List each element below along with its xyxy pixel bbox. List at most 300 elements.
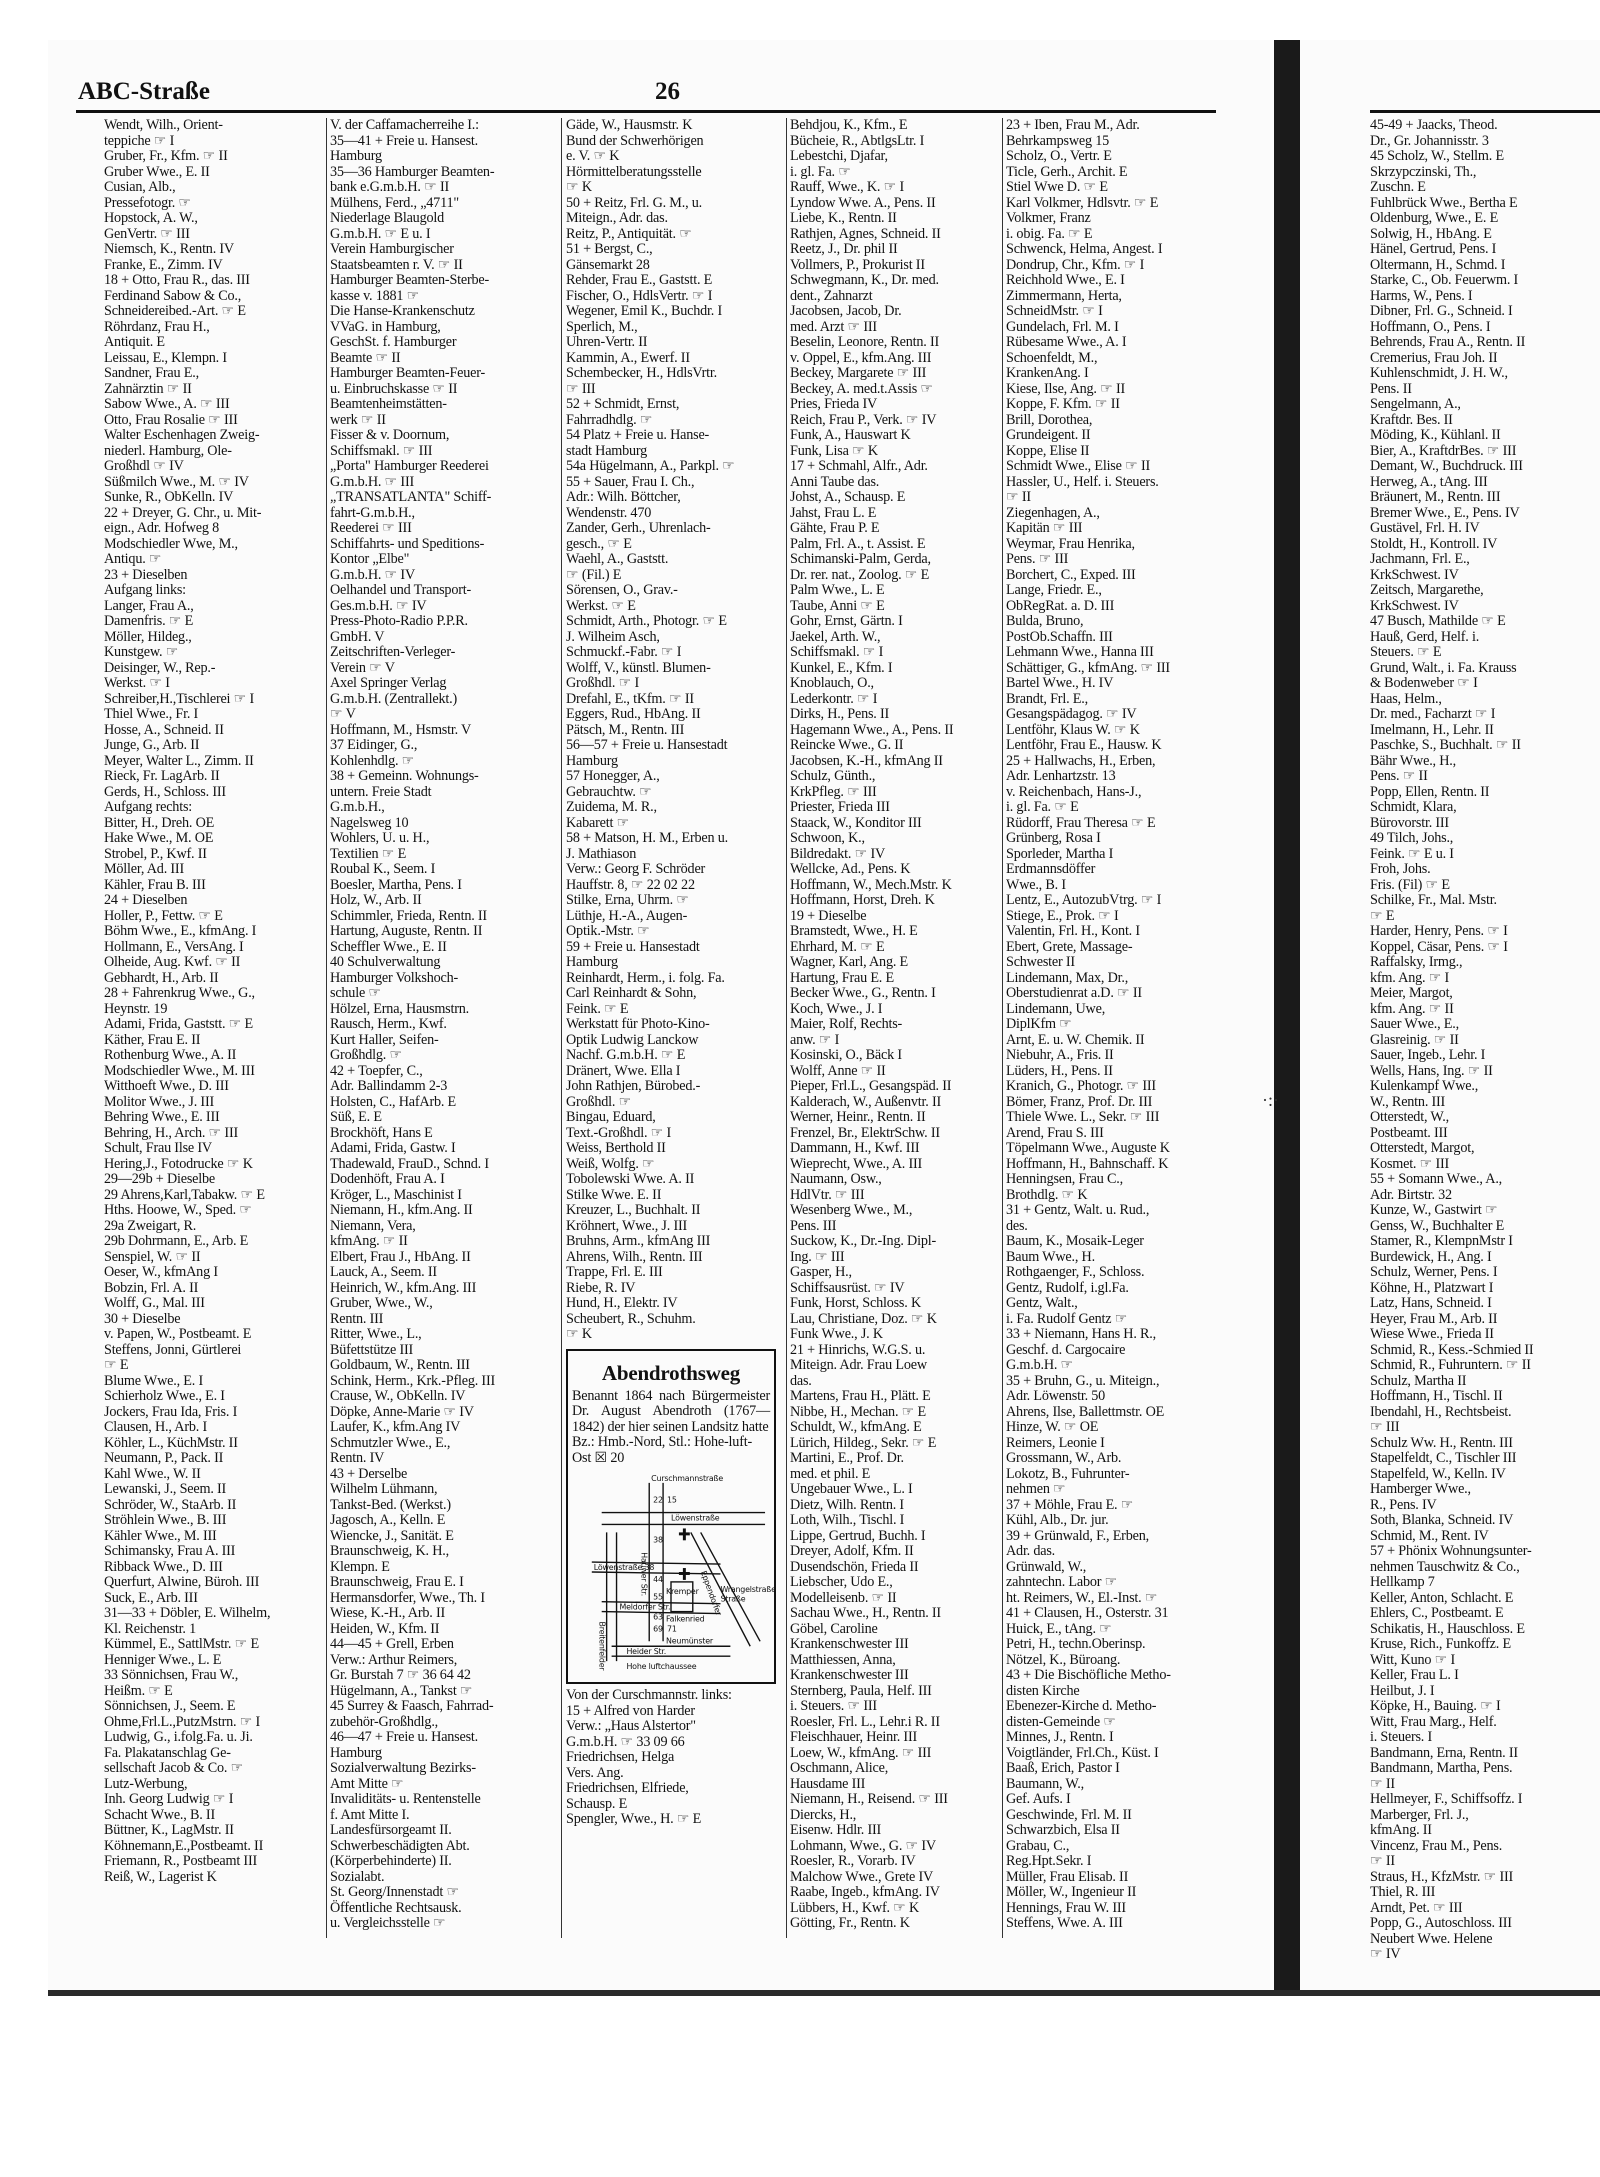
directory-entry: v. Oppel, E., kfm.Ang. III <box>790 349 932 366</box>
directory-entry: Rauff, Wwe., K. ☞ I <box>790 179 904 195</box>
directory-entry: G.m.b.H. ☞ IV <box>330 566 415 583</box>
directory-entry: G.m.b.H. ☞ <box>1006 1357 1074 1373</box>
directory-entry: Gustävel, Frl. H. IV <box>1370 520 1480 536</box>
directory-entry: KrkSchwest. IV <box>1370 597 1459 614</box>
directory-entry: Riebe, R. IV <box>566 1279 636 1296</box>
directory-entry: Optik.-Mstr. ☞ <box>566 923 650 939</box>
directory-entry: Schwoon, K., <box>790 830 865 846</box>
directory-entry: Thiele Wwe. L., Sekr. ☞ III <box>1006 1109 1160 1125</box>
directory-entry: Lentföhr, Frau E., Hausw. K <box>1006 737 1162 753</box>
directory-entry: Hauffstr. 8, ☞ 22 02 22 <box>566 876 695 893</box>
directory-entry: Schwegmann, K., Dr. med. <box>790 272 939 288</box>
directory-entry: 45 Surrey & Faasch, Fahrrad- <box>330 1698 494 1714</box>
directory-entry: Bürovorstr. III <box>1370 814 1449 831</box>
directory-entry: KrankenAng. I <box>1006 365 1089 381</box>
directory-entry: Querfurt, Alwine, Büroh. III <box>104 1574 260 1590</box>
directory-entry: Schiffsmakl. ☞ III <box>330 442 433 459</box>
directory-entry: Klempn. E <box>330 1558 390 1575</box>
directory-entry: Bund der Schwerhörigen <box>566 132 704 149</box>
directory-entry: 55 + Sauer, Frau I. Ch., <box>566 473 695 490</box>
directory-entry: ☞ E <box>1370 907 1395 924</box>
directory-entry: Wolff, Anne ☞ II <box>790 1062 886 1079</box>
directory-entry: Deisinger, W., Rep.- <box>104 659 216 676</box>
directory-entry: Adr. Ballindamm 2-3 <box>330 1078 448 1094</box>
directory-entry: Nachf. G.m.b.H. ☞ E <box>566 1047 686 1063</box>
directory-entry: Hamburg <box>566 752 618 769</box>
directory-entry: Öffentliche Rechtsausk. <box>330 1899 462 1916</box>
directory-entry: Adr. Lenhartzstr. 13 <box>1006 768 1116 784</box>
directory-entry: Fisser & v. Doornum, <box>330 427 450 443</box>
directory-entry: stadt Hamburg <box>566 442 648 459</box>
directory-entry: Röhrdanz, Frau H., <box>104 318 210 335</box>
directory-entry: Grabau, C., <box>1006 1837 1070 1854</box>
directory-entry: Hoffmann, O., Pens. I <box>1370 318 1491 335</box>
directory-entry: Werkst. ☞ E <box>566 597 636 614</box>
directory-entry: Bier, A., KraftdrBes. ☞ III <box>1370 442 1517 459</box>
map-number: 71 <box>667 1624 677 1634</box>
directory-entry: Dr., Gr. Johannisstr. 3 <box>1370 132 1489 149</box>
directory-entry: Gohr, Ernst, Gärtn. I <box>790 613 903 629</box>
directory-entry: bank e.G.m.b.H. ☞ II <box>330 179 450 195</box>
directory-entry: u. Einbruchskasse ☞ II <box>330 380 458 397</box>
directory-entry: Popp, G., Autoschloss. III <box>1370 1915 1512 1931</box>
directory-entry: Lindemann, Uwe, <box>1006 1000 1106 1017</box>
directory-entry: Oelhandel und Transport- <box>330 582 472 598</box>
directory-entry: Becker Wwe., G., Rentn. I <box>790 985 936 1001</box>
directory-entry: Zander, Gerh., Uhrenlach- <box>566 520 711 536</box>
directory-entry: Göbel, Caroline <box>790 1620 878 1637</box>
directory-entry: Reetz, J., Dr. phil II <box>790 241 898 257</box>
directory-entry: Ungebauer Wwe., L. I <box>790 1481 913 1497</box>
directory-entry: Süß, E. E <box>330 1109 382 1125</box>
directory-entry: Goldbaum, W., Rentn. III <box>330 1357 470 1373</box>
directory-entry: Koppe, F. Kfm. ☞ II <box>1006 396 1120 412</box>
directory-entry: Sauer Wwe., E., <box>1370 1016 1459 1032</box>
directory-entry: Tankst-Bed. (Werkst.) <box>330 1496 451 1513</box>
directory-entry: Oldenburg, Wwe., E. E <box>1370 210 1499 226</box>
directory-entry: Heyer, Frau M., Arb. II <box>1370 1310 1498 1327</box>
directory-entry: Kohlenhdlg. ☞ <box>330 752 415 769</box>
directory-entry: Valentin, Frl. H., Kont. I <box>1006 923 1140 939</box>
directory-entry: Hennings, Frau W. III <box>1006 1899 1126 1916</box>
directory-entry: Haas, Helm., <box>1370 690 1442 707</box>
directory-entry: Malchow Wwe., Grete IV <box>790 1868 934 1885</box>
directory-entry: 55 + Somann Wwe., A., <box>1370 1171 1503 1187</box>
map-label: Kremper <box>666 1586 699 1596</box>
directory-entry: Thiel Wwe., Fr. I <box>104 706 199 722</box>
directory-entry: Matthiessen, Anna, <box>790 1651 896 1668</box>
directory-entry: Schulz, Martha II <box>1370 1372 1467 1389</box>
directory-entry: Großhdl ☞ IV <box>104 458 184 474</box>
directory-entry: Roesler, Frl. L., Lehr.i R. II <box>790 1713 940 1730</box>
directory-entry: Voigtländer, Frl.Ch., Küst. I <box>1006 1744 1159 1761</box>
directory-entry: KrkSchwest. IV <box>1370 566 1459 583</box>
directory-entry: Harder, Henry, Pens. ☞ I <box>1370 923 1508 939</box>
directory-entry: 54a Hügelmann, A., Parkpl. ☞ <box>566 458 735 474</box>
directory-entry: Bartel Wwe., H. IV <box>1006 675 1114 691</box>
directory-entry: Wellcke, Ad., Pens. K <box>790 861 911 877</box>
directory-entry: eign., Adr. Hofweg 8 <box>104 520 219 536</box>
directory-entry: Rüdorff, Frau Theresa ☞ E <box>1006 814 1156 831</box>
directory-entry: Suckow, K., Dr.-Ing. Dipl- <box>790 1233 936 1249</box>
directory-entry: 25 + Hallwachs, H., Erben, <box>1006 752 1156 769</box>
directory-entry: Gr. Burstah 7 ☞ 36 64 42 <box>330 1667 471 1683</box>
directory-entry: KrkPfleg. ☞ III <box>790 783 877 800</box>
directory-entry: Pries, Frieda IV <box>790 396 878 412</box>
directory-entry: 35—41 + Freie u. Hansest. <box>330 132 479 149</box>
directory-entry: 35 + Bruhn, G., u. Miteign., <box>1006 1372 1160 1389</box>
directory-entry: Franke, E., Zimm. IV <box>104 256 223 273</box>
directory-entry: Nibbe, H., Mechan. ☞ E <box>790 1403 926 1420</box>
directory-entry: Wolff, V., künstl. Blumen- <box>566 659 711 676</box>
directory-entry: Bömer, Franz, Prof. Dr. III <box>1006 1093 1153 1110</box>
directory-entry: Verein ☞ V <box>330 659 395 676</box>
directory-entry: Lüthje, H.-A., Augen- <box>566 907 688 924</box>
directory-entry: f. Amt Mitte I. <box>330 1806 410 1823</box>
directory-entry: Sauer, Ingeb., Lehr. I <box>1370 1047 1486 1063</box>
directory-entry: Schikatis, H., Hauschloss. E <box>1370 1620 1525 1637</box>
directory-entry: Stamer, R., KlempnMstr I <box>1370 1233 1513 1249</box>
directory-entry: Stapelfeldt, C., Tischler III <box>1370 1450 1517 1466</box>
directory-entry: Schmidt, Arth., Photogr. ☞ E <box>566 613 727 629</box>
directory-entry: 29 Ahrens,Karl,Tabakw. ☞ E <box>104 1186 265 1203</box>
directory-entry: Dodenhöft, Frau A. I <box>330 1171 445 1187</box>
directory-entry: Wegener, Emil K., Buchdr. I <box>566 303 723 319</box>
directory-entry: Lauck, A., Seem. II <box>330 1264 437 1280</box>
directory-entry: Oschmann, Alice, <box>790 1760 889 1776</box>
map-label: Wrangelstraße <box>720 1584 776 1594</box>
directory-entry: Pens. ☞ II <box>1370 768 1428 784</box>
directory-entry: Baum, K., Mosaik-Leger <box>1006 1233 1144 1249</box>
directory-entry: Aufgang links: <box>104 582 186 598</box>
directory-entry: Modschiedler Wwe, M., <box>104 535 238 552</box>
directory-entry: Friedrichsen, Helga <box>566 1749 675 1765</box>
directory-entry: das. <box>790 1372 812 1389</box>
directory-entry: Otterstedt, W., <box>1370 1109 1449 1125</box>
directory-entry: Cremerius, Frau Joh. II <box>1370 349 1498 366</box>
map-label: Löwenstraße 38 <box>593 1563 655 1573</box>
directory-entry: 50 + Reitz, Frl. G. M., u. <box>566 194 703 211</box>
directory-entry: Brill, Dorothea, <box>1006 411 1093 428</box>
directory-entry: Lüders, H., Pens. II <box>1006 1062 1113 1079</box>
directory-entry: Friemann, R., Postbeamt III <box>104 1853 258 1869</box>
directory-entry: Scheubert, R., Schuhm. <box>566 1310 696 1327</box>
directory-entry: Hamburger Volkshoch- <box>330 969 459 986</box>
street-map <box>572 1472 776 1672</box>
directory-entry: Grossmann, W., Arb. <box>1006 1450 1122 1466</box>
directory-entry: Witt, Frau Marg., Helf. <box>1370 1713 1497 1730</box>
directory-entry: Lebestchi, Djafar, <box>790 148 888 164</box>
directory-entry: Ziegenhagen, A., <box>1006 504 1100 521</box>
directory-entry: Schiffahrts- und Speditions- <box>330 535 485 552</box>
directory-entry: Beamtenheimstätten- <box>330 396 447 412</box>
directory-entry: Zimmermann, Herta, <box>1006 287 1122 304</box>
directory-entry: Büttner, K., LagMstr. II <box>104 1822 234 1838</box>
directory-entry: Gruber, Fr., Kfm. ☞ II <box>104 148 228 164</box>
directory-entry: Kähler, Frau B. III <box>104 876 206 893</box>
directory-entry: Loth, Wilh., Tischl. I <box>790 1512 905 1528</box>
directory-entry: niederl. Hamburg, Ole- <box>104 442 232 459</box>
directory-entry: Hügelmann, A., Tankst ☞ <box>330 1682 473 1699</box>
directory-entry: Heynstr. 19 <box>104 1000 168 1017</box>
directory-entry: Adr. das. <box>1006 1543 1056 1559</box>
directory-entry: Großhdlg. ☞ <box>330 1047 402 1063</box>
directory-entry: Straus, H., KfzMstr. ☞ III <box>1370 1868 1514 1885</box>
directory-entry: ☞ K <box>566 1326 592 1342</box>
directory-entry: Funk, Lisa ☞ K <box>790 442 878 459</box>
directory-entry: Hamburg <box>330 1744 382 1761</box>
church-icon <box>679 1532 690 1535</box>
directory-entry: Loew, W., kfmAng. ☞ III <box>790 1744 932 1761</box>
directory-entry: Boesler, Martha, Pens. I <box>330 876 462 893</box>
directory-entry: Feink. ☞ E <box>566 1000 629 1017</box>
directory-entry: Popp, Ellen, Rentn. II <box>1370 783 1490 800</box>
directory-entry: Köhnemann,E.,Postbeamt. II <box>104 1837 264 1854</box>
directory-entry: Fuhlbrück Wwe., Bertha E <box>1370 194 1518 211</box>
directory-entry: Rentn. III <box>330 1310 384 1327</box>
directory-column-6 <box>1370 117 1594 1962</box>
directory-entry: Miteign. Adr. Frau Loew <box>790 1357 927 1373</box>
directory-entry: Harms, W., Pens. I <box>1370 287 1473 304</box>
directory-entry: Töpelmann Wwe., Auguste K <box>1006 1140 1170 1156</box>
directory-entry: Hoffmann, M., Hsmstr. V <box>330 721 472 738</box>
directory-entry: Kunkel, E., Kfm. I <box>790 659 893 676</box>
directory-entry: Anni Taube das. <box>790 473 880 490</box>
street-district: Bz.: Hmb.-Nord, Stl.: Hohe-luft-Ost ☒ 20 <box>572 1434 752 1466</box>
directory-entry: Ahrens, Wilh., Rentn. III <box>566 1248 703 1265</box>
directory-entry: Meier, Margot, <box>1370 985 1453 1001</box>
directory-entry: 51 + Bergst, C., <box>566 241 653 257</box>
directory-entry: Kl. Reichenstr. 1 <box>104 1620 196 1637</box>
directory-entry: Heißm. ☞ E <box>104 1682 173 1699</box>
directory-entry: Kröger, L., Maschinist I <box>330 1186 462 1203</box>
directory-entry: Kunstgew. ☞ <box>104 644 179 660</box>
directory-entry: Heiden, W., Kfm. II <box>330 1620 440 1637</box>
directory-entry: Taube, Anni ☞ E <box>790 597 885 614</box>
header-rule <box>76 110 1216 113</box>
directory-entry: kfm. Ang. ☞ I <box>1370 969 1450 986</box>
directory-entry: Modelleisenb. ☞ II <box>790 1589 897 1606</box>
directory-column-4 <box>790 118 1002 1938</box>
directory-entry: Wesenberg Wwe., M., <box>790 1202 913 1218</box>
directory-entry: Optik Ludwig Lanckow <box>566 1031 699 1048</box>
street-info-box <box>566 1349 776 1685</box>
map-number: 38 <box>653 1535 663 1545</box>
directory-entry: untern. Freie Stadt <box>330 783 432 800</box>
directory-entry: Feink. ☞ E u. I <box>1370 845 1454 862</box>
directory-entry: ☞ K <box>566 179 592 195</box>
directory-entry: Braunschweig, K. H., <box>330 1543 449 1559</box>
directory-entry: Molitor Wwe., J. III <box>104 1093 215 1110</box>
directory-entry: Lange, Friedr. E., <box>1006 582 1102 598</box>
directory-entry: Kranich, G., Photogr. ☞ III <box>1006 1078 1156 1094</box>
directory-entry: Bitter, H., Dreh. OE <box>104 814 215 831</box>
directory-entry: ☞ III <box>1370 1419 1400 1435</box>
directory-entry: Lehmann Wwe., Hanna III <box>1006 644 1154 660</box>
directory-entry: SchneidMstr. ☞ I <box>1006 303 1103 319</box>
map-number: 63 <box>653 1612 663 1622</box>
column-divider <box>786 118 787 1938</box>
directory-entry: Baum Wwe., H. <box>1006 1248 1095 1265</box>
directory-entry: Froh, Johs. <box>1370 861 1431 877</box>
bottom-edge <box>48 1990 1600 1996</box>
map-label: Meldorfer Str. <box>619 1602 671 1612</box>
directory-entry: Dränert, Wwe. Ella I <box>566 1062 681 1079</box>
directory-entry: Crause, W., ObKelln. IV <box>330 1388 466 1404</box>
directory-entry: Kontor „Elbe" <box>330 551 410 567</box>
directory-entry: Gundelach, Frl. M. I <box>1006 318 1119 335</box>
directory-entry: Ticle, Gerh., Archit. E <box>1006 163 1128 180</box>
directory-entry: disten Kirche <box>1006 1682 1080 1699</box>
directory-entry: ☞ V <box>330 706 356 722</box>
directory-entry: Niebuhr, A., Fris. II <box>1006 1047 1114 1063</box>
directory-entry: Blume Wwe., E. I <box>104 1372 203 1389</box>
directory-entry: Holsten, C., HafArb. E <box>330 1093 457 1110</box>
directory-entry: Wagner, Karl, Ang. E <box>790 954 908 970</box>
directory-entry: Arend, Frau S. III <box>1006 1124 1104 1141</box>
directory-entry: Soth, Blanka, Schneid. IV <box>1370 1512 1514 1528</box>
directory-entry: Pens. III <box>790 1217 837 1234</box>
directory-entry: ht. Reimers, W., El.-Inst. ☞ <box>1006 1589 1158 1606</box>
directory-entry: 37 + Möhle, Frau E. ☞ <box>1006 1496 1134 1513</box>
directory-entry: Antiqu. ☞ <box>104 551 162 567</box>
directory-entry: Hamburg <box>330 148 382 164</box>
directory-entry: Hosse, A., Schneid. II <box>104 721 224 738</box>
directory-entry: (Körperbehinderte) II. <box>330 1853 452 1869</box>
directory-entry: Sunke, R., ObKelln. IV <box>104 489 234 505</box>
directory-entry: Schwester II <box>1006 954 1075 970</box>
directory-entry: Neubert Wwe. Helene <box>1370 1930 1493 1947</box>
directory-entry: ☞ IV <box>1370 1946 1401 1962</box>
street-name: Abendrothsweg <box>601 1360 741 1385</box>
directory-entry: 21 + Hinrichs, W.G.S. u. <box>790 1341 926 1358</box>
directory-entry: Jachmann, Frl. E., <box>1370 551 1470 567</box>
directory-entry: Sozialabt. <box>330 1868 385 1885</box>
directory-entry: nehmen ☞ <box>1006 1481 1066 1497</box>
directory-entry: Sengelmann, A., <box>1370 396 1461 412</box>
directory-entry: Nötzel, K., Büroang. <box>1006 1651 1121 1668</box>
directory-entry: 47 Busch, Mathilde ☞ E <box>1370 613 1506 629</box>
directory-entry: 17 + Schmahl, Alfr., Adr. <box>790 458 928 474</box>
directory-entry: 33 + Niemann, Hans H. R., <box>1006 1326 1156 1342</box>
directory-entry: Wendt, Wilh., Orient- <box>104 117 223 133</box>
directory-entry: zubehör-Großhdlg., <box>330 1713 439 1730</box>
directory-entry: 45-49 + Jaacks, Theod. <box>1370 117 1498 133</box>
directory-entry: Schmuckf.-Fabr. ☞ I <box>566 644 682 660</box>
directory-entry: VVaG. in Hamburg, <box>330 318 441 335</box>
directory-entry: Ströhlein Wwe., B. III <box>104 1512 227 1528</box>
directory-entry: Adr. Birtstr. 32 <box>1370 1186 1452 1203</box>
page-number: 26 <box>655 78 680 105</box>
map-label: Hohe luftchaussee <box>626 1662 697 1672</box>
directory-entry: Jacobsen, K.-H., kfmAng II <box>790 752 943 769</box>
directory-entry: Bandmann, Martha, Pens. <box>1370 1760 1513 1776</box>
directory-entry: disten-Gemeinde ☞ <box>1006 1713 1116 1730</box>
map-number: 55 <box>653 1592 663 1602</box>
directory-entry: 22 + Dreyer, G. Chr., u. Mit- <box>104 504 262 521</box>
directory-entry: Böhm Wwe., E., kfmAng. I <box>104 923 257 939</box>
directory-column-5 <box>1006 118 1212 1938</box>
directory-entry: Köpke, H., Bauing. ☞ I <box>1370 1698 1501 1714</box>
directory-entry: Kuhlenschmidt, J. H. W., <box>1370 365 1508 381</box>
directory-entry: HdlVtr. ☞ III <box>790 1186 865 1203</box>
directory-entry: Werkst. ☞ I <box>104 675 170 691</box>
directory-entry: Verw.: Arthur Reimers, <box>330 1651 458 1668</box>
directory-entry: Ehrhard, M. ☞ E <box>790 938 885 955</box>
directory-entry: Erdmannsdöffer <box>1006 861 1096 877</box>
directory-entry: Wells, Hans, Ing. ☞ II <box>1370 1062 1493 1079</box>
directory-entry: Gesangspädagog. ☞ IV <box>1006 706 1137 722</box>
directory-entry: Reincke Wwe., G. II <box>790 737 904 753</box>
directory-entry: Diercks, H., <box>790 1806 857 1823</box>
directory-entry: Lippe, Gertrud, Buchh. I <box>790 1527 926 1544</box>
directory-entry: Schmutzler Wwe., E., <box>330 1434 451 1451</box>
directory-entry: Hamburg <box>566 954 618 970</box>
directory-entry: Damenfris. ☞ E <box>104 613 194 629</box>
directory-entry: Möller, W., Ingenieur II <box>1006 1884 1137 1900</box>
directory-entry: 29—29b + Dieselbe <box>104 1171 215 1187</box>
directory-entry: Huick, E., tAng. ☞ <box>1006 1620 1112 1637</box>
directory-entry: Oltermann, H., Schmd. I <box>1370 256 1506 273</box>
directory-entry: Behring, H., Arch. ☞ III <box>104 1124 238 1141</box>
directory-entry: Zuschn. E <box>1370 179 1426 195</box>
directory-entry: Bingau, Eduard, <box>566 1109 656 1125</box>
directory-entry: Jockers, Frau Ida, Fris. I <box>104 1403 238 1420</box>
directory-entry: PostOb.Schaffn. III <box>1006 628 1113 645</box>
directory-entry: Scholz, O., Vertr. E <box>1006 148 1112 164</box>
directory-entry: 23 + Dieselben <box>104 566 188 583</box>
directory-entry: Schierholz Wwe., E. I <box>104 1388 225 1404</box>
directory-entry: Schmid, R., Kess.-Schmied II <box>1370 1341 1534 1358</box>
directory-entry: Schneidereibed.-Art. ☞ E <box>104 303 246 319</box>
directory-entry: Inh. Georg Ludwig ☞ I <box>104 1791 234 1807</box>
directory-entry: Roesler, R., Vorarb. IV <box>790 1853 916 1869</box>
directory-entry: R., Pens. IV <box>1370 1496 1437 1513</box>
directory-entry: fahrt-G.m.b.H., <box>330 504 415 521</box>
directory-entry: Beselin, Leonore, Rentn. II <box>790 334 940 350</box>
column-divider <box>326 118 327 1938</box>
directory-entry: Bildredakt. ☞ IV <box>790 845 886 862</box>
directory-entry: „TRANSATLANTA" Schiff- <box>330 489 492 505</box>
directory-entry: Jaekel, Arth. W., <box>790 628 881 645</box>
directory-entry: Sabow Wwe., A. ☞ III <box>104 396 230 412</box>
directory-entry: Invaliditäts- u. Rentenstelle <box>330 1791 481 1807</box>
directory-entry: Hellkamp 7 <box>1370 1574 1435 1590</box>
directory-entry: Dr. rer. nat., Zoolog. ☞ E <box>790 566 930 583</box>
directory-entry: Lokotz, B., Fuhrunter- <box>1006 1465 1130 1482</box>
page-title: ABC-Straße <box>78 78 210 105</box>
church-icon <box>679 1572 690 1575</box>
directory-entry: Grundeigent. II <box>1006 427 1091 443</box>
directory-entry: Imelmann, H., Lehr. II <box>1370 721 1494 738</box>
directory-entry: Meyer, Walter L., Zimm. II <box>104 752 254 769</box>
directory-entry: Cusian, Alb., <box>104 179 176 195</box>
directory-entry: Ehlers, C., Postbeamt. E <box>1370 1605 1504 1621</box>
directory-entry: Weiss, Berthold II <box>566 1140 666 1156</box>
directory-entry: Bandmann, Erna, Rentn. II <box>1370 1744 1518 1761</box>
directory-entry: Dondrup, Chr., Kfm. ☞ I <box>1006 256 1145 273</box>
directory-entry: Liebe, K., Rentn. II <box>790 210 897 226</box>
directory-entry: Zuidema, M. R., <box>566 799 657 815</box>
directory-entry: i. Steuers. I <box>1370 1729 1433 1745</box>
directory-entry: Drefahl, E., tKfm. ☞ II <box>566 690 694 707</box>
right-header-rule <box>1370 110 1600 113</box>
directory-entry: Stiel Wwe D. ☞ E <box>1006 179 1108 195</box>
directory-entry: Gef. Aufs. I <box>1006 1791 1071 1807</box>
column-divider <box>561 118 562 1938</box>
directory-entry: Kabarett ☞ <box>566 814 630 831</box>
directory-entry: Grund, Walt., i. Fa. Krauss <box>1370 659 1517 676</box>
